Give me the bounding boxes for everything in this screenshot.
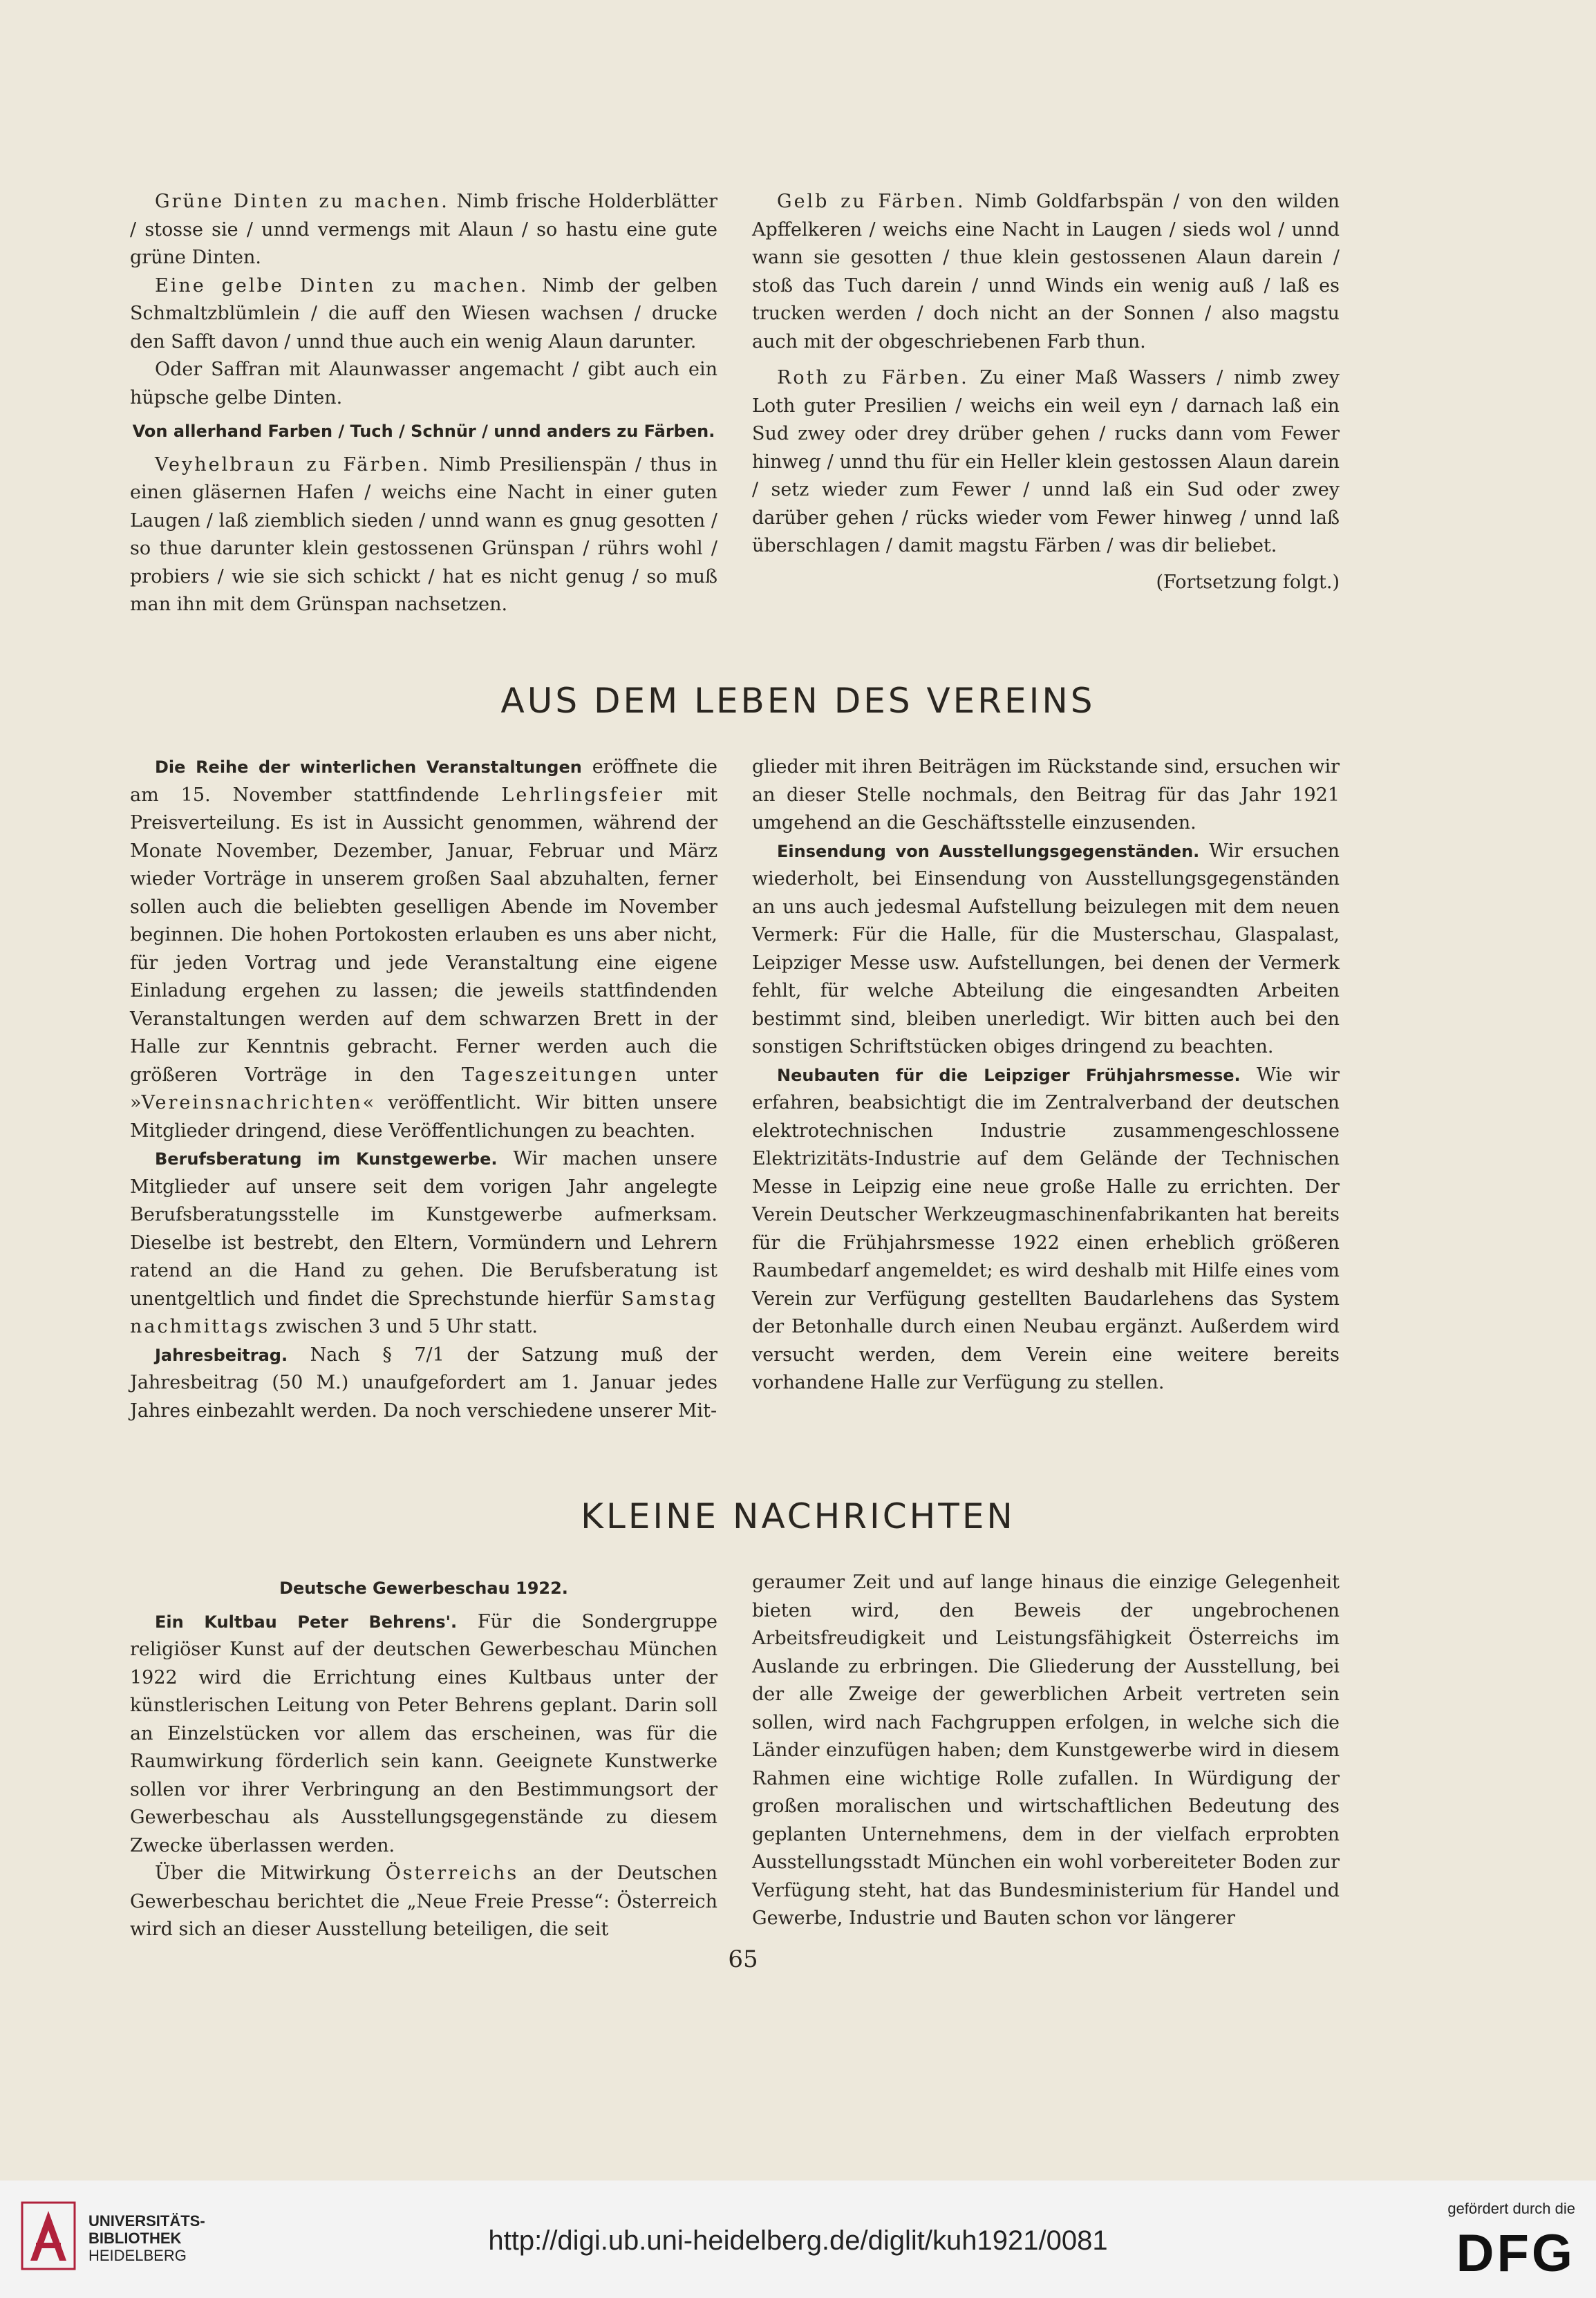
paragraph: Einsendung von Ausstellungsgegenständen. Wir ersuchen wiederholt, bei Einsendung von Ausstellungsgegenständen an uns auch jedesmal Aufstellung beizulegen mit dem neuen Vermerk: Für die Halle, für die Musterschau, Glaspalast, Leipziger Messe usw. Aufstellungen, bei denen der Vermerk fehlt, für welche Abteilung die eingesandten Arbeiten bestimmt sind, bleiben unerledigt. Wir bitten auch bei den sonstigen Schriftstücken obiges dringend zu beachten. [752,840,1340,1057]
paragraph: Gelb zu Färben. Nimb Goldfarbspän / von den wilden Apffelkeren / weichs eine Nacht in Laugen / sieds wol / unnd wann sie gesotten / thue klein gestossenen Alaun darein / stoß das Tuch darein / unnd Winds ein wenig auß / laß es trucken werden / doch nicht an der Sonnen / also magstu auch mit der obgeschriebenen Farb thun. [752,191,1340,352]
paragraph: Veyhelbraun zu Färben. Nimb Presilienspän / thus in einen gläsernen Hafen / weichs eine Nacht in einer guten Laugen / laß ziemblich sieden / unnd wann es gnug gesotten / so thue darunter klein gestossenen Grünspan / rührs wohl / probiers / wie sie sich schickt / hat es nicht genug / so muß man ihn mit dem Grünspan nachsetzen. [130,453,717,615]
section-heading-verein: AUS DEM LEBEN DES VEREINS [500,681,1096,721]
section-heading-nachrichten: KLEINE NACHRICHTEN [581,1496,1015,1536]
paragraph: glieder mit ihren Beiträgen im Rückstande sind, ersuchen wir an dieser Stelle nochmals, den Beitrag für das Jahr 1921 umgehend an die Geschäftsstelle einzusenden. [752,756,1340,834]
dfg-logo: DFG [1456,2224,1575,2283]
paragraph: Jahresbeitrag. Nach § 7/1 der Satzung muß der Jahresbeitrag (50 M.) unaufgefordert am 1. Januar jedes Jahres einbezahlt werden. Da noch verschiedene unserer Mit- [130,1344,717,1422]
paragraph: Oder Saffran mit Alaunwasser angemacht / gibt auch ein hüpsche gelbe Dinten. [130,359,717,408]
section1-left-column [130,753,717,1425]
paragraph: Roth zu Färben. Zu einer Maß Wassers / nimb zwey Loth guter Presilien / weichs ein weil eyn / darnach laß ein Sud zwey oder drey drüber gehen / rucks dann vom Fewer hinweg / unnd thu für ein Heller klein gestossen Alaun darein / setz wieder zum Fewer / unnd laß ein Sud oder zwey darüber gehen / rücks wieder vom Fewer hinweg / unnd laß überschlagen / damit magstu Färben / was dir beliebet. [752,367,1340,556]
subheading: Von allerhand Farben / Tuch / Schnür / unnd anders zu Färben. [132,422,715,441]
paragraph: Über die Mitwirkung Österreichs an der Deutschen Gewerbeschau berichtet die „Neue Freie Presse“: Österreich wird sich an dieser Ausstellung beteiligen, die seit [130,1863,717,1940]
section1-right-column [752,753,1340,1397]
paragraph: Eine gelbe Dinten zu machen. Nimb der gelben Schmaltzblümlein / die auff den Wiesen wachsen / drucke den Safft davon / unnd thue auch ein wenig Alaun darunter. [130,274,717,352]
paragraph: geraumer Zeit und auf lange hinaus die einzige Gelegenheit bieten wird, den Beweis der ungebrochenen Arbeitsfreudigkeit und Leistungsfähigkeit Österreichs im Auslande zu erbringen. Die Gliederung der Ausstellung, bei der alle Zweige der gewerblichen Arbeit vertreten sein sollen, wird nach Fachgruppen erfolgen, in welche sich die Länder einzufügen haben; dem Kunstgewerbe wird in diesem Rahmen eine wichtige Rolle zufallen. In Würdigung der großen moralischen und wirtschaftlichen Bedeutung des geplanten Unternehmens, dem in der vielfach erprobten Ausstellungsstadt München ein wohl vorbereiteter Boden zur Verfügung steht, hat das Bundesministerium für Handel und Gewerbe, Industrie und Bauten schon vor längerer [752,1572,1340,1929]
paragraph: Neubauten für die Leipziger Frühjahrsmesse. Wie wir erfahren, beabsichtigt die im Zentralverband der deutschen elektrotechnischen Industrie zusammengeschlossene Elektrizitäts-Industrie auf dem Gelände der Technischen Messe in Leipzig eine neue große Halle zu errichten. Der Verein Deutscher Werkzeugmaschinenfabrikanten hat bereits für die Frühjahrsmesse 1922 einen erheblich größeren Raumbedarf angemeldet; es wird deshalb mit Hilfe eines vom Verein zur Verfügung gestellten Baudarlehens das System der Betonhalle durch einen Neubau ergänzt. Außerdem wird versucht werden, dem Verein eine weitere bereits vorhandene Halle zur Verfügung zu stellen. [752,1064,1340,1393]
paragraph: Die Reihe der winterlichen Veranstaltungen eröffnete die am 15. November stattfindende Lehrlingsfeier mit Preisverteilung. Es ist in Aussicht genommen, während der Monate November, Dezember, Januar, Februar und März wieder Vorträge in unserem großen Saal abzuhalten, ferner sollen auch die beliebten geselligen Abende im November beginnen. Die hohen Portokosten erlauben es uns aber nicht, für jeden Vortrag und jede Veranstaltung eine eigene Einladung ergehen zu lassen; die jeweils stattfindenden Veranstaltungen werden auf dem schwarzen Brett in der Halle zur Kenntnis gebracht. Ferner werden auch die größeren Vorträge in den Tageszeitungen unter »Vereinsnachrichten« veröffentlicht. Wir bitten unsere Mitglieder dringend, diese Veröffentlichungen zu beachten. [130,756,718,1142]
footer-bar [0,2181,1596,2298]
section2-right-column [752,1569,1340,1933]
subheading: Deutsche Gewerbeschau 1922. [279,1579,568,1598]
top-left-column [130,188,717,619]
paragraph: Grüne Dinten zu machen. Nimb frische Holderblätter / stosse sie / unnd vermengs mit Alaun / so hastu eine gute grüne Dinten. [130,191,717,268]
source-url-link[interactable]: http://digi.ub.uni-heidelberg.de/diglit/kuh1921/0081 [488,2225,1108,2256]
funding-caption: gefördert durch die [1447,2200,1575,2217]
top-right-column [752,188,1340,596]
library-name: UNIVERSITÄTS- BIBLIOTHEK HEIDELBERG [88,2212,205,2264]
section2-left-column [130,1569,717,1944]
page-number: 65 [728,1946,758,1973]
continuation-note: (Fortsetzung folgt.) [1156,571,1340,593]
paragraph: Ein Kultbau Peter Behrens'. Für die Sondergruppe religiöser Kunst auf der deutschen Gewerbeschau München 1922 wird die Errichtung eines Kultbaus unter der künstlerischen Leitung von Peter Behrens geplant. Darin soll an Einzelstücken vor allem das erscheinen, was für die Raumwirkung förderlich sein kann. Geeignete Kunstwerke sollen vor ihrer Verbringung an den Bestimmungsort der Gewerbeschau als Ausstellungsgegenstände zu diesem Zwecke überlassen werden. [130,1610,717,1856]
paragraph: Berufsberatung im Kunstgewerbe. Wir machen unsere Mitglieder auf unsere seit dem vorigen Jahr angelegte Berufsberatungsstelle im Kunstgewerbe aufmerksam. Dieselbe ist bestrebt, den Eltern, Vormündern und Lehrern ratend an die Hand zu gehen. Die Berufsberatung ist unentgeltlich und findet die Sprechstunde hierfür Samstag nachmittags zwischen 3 und 5 Uhr statt. [130,1148,717,1337]
